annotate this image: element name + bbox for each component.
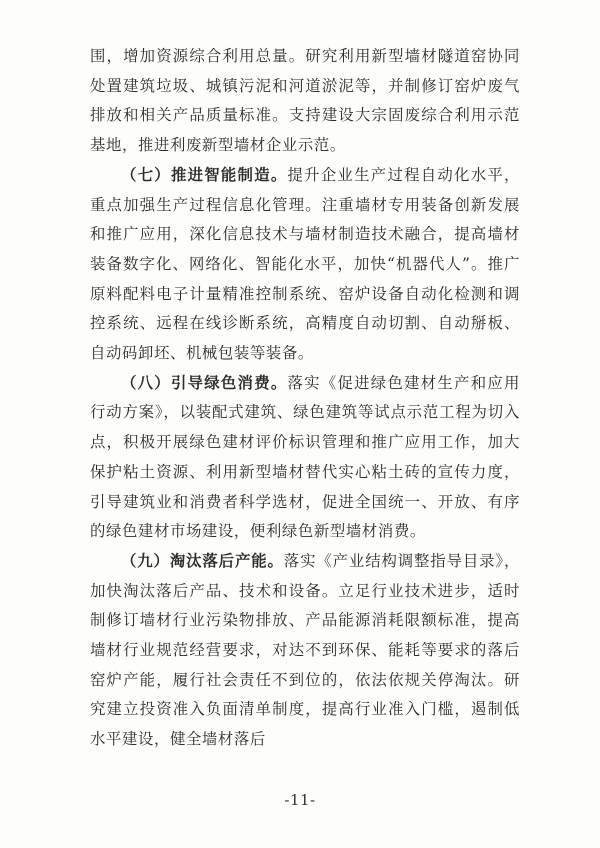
page-number: -11-	[284, 791, 316, 809]
paragraph-heading: （八）引导绿色消费。	[121, 373, 288, 392]
paragraph-eliminate-capacity	[90, 547, 520, 755]
paragraph-text: 围，增加资源综合利用总量。研究利用新型墙材隧道窑协同处置建筑垃圾、城镇污泥和河道淤泥等，并制修订窑炉废气排放和相关产品质量标准。支持建设大宗固废综合利用示范基地，推进利废新型墙材企业示范。	[90, 47, 520, 155]
paragraph-text: 落实《促进绿色建材生产和应用行动方案》，以装配式建筑、绿色建筑等试点示范工程为切入点，积极开展绿色建材评价标识管理和推广应用工作，加大保护粘土资源、利用新型墙材替代实心粘土砖的宣传力度，引导建筑业和消费者科学选材，促进全国统一、开放、有序的绿色建材市场建设，便利绿色新型墙材消费。	[90, 373, 520, 541]
paragraph-heading: （九）淘汰落后产能。	[121, 551, 284, 570]
paragraph-text: 提升企业生产过程自动化水平，重点加强生产过程信息化管理。注重墙材专用装备创新发展和推广应用，深化信息技术与墙材制造技术融合，提高墙材装备数字化、网络化、智能化水平，加快“机器代人”。推广原料配料电子计量精准控制系统、窑炉设备自动化检测和调控系统、远程在线诊断系统，高精度自动切割、自动掰板、自动码卸坯、机械包装等装备。	[90, 165, 520, 363]
paragraph-heading: （七）推进智能制造。	[121, 165, 288, 184]
paragraph-continuation	[90, 42, 520, 161]
paragraph-green-consumption	[90, 369, 520, 547]
paragraph-intelligent-manufacturing	[90, 161, 520, 369]
paragraph-text: 落实《产业结构调整指导目录》，加快淘汰落后产品、技术和设备。立足行业技术进步，适时制修订墙材行业污染物排放、产品能源消耗限额标准，提高墙材行业规范经营要求，对达不到环保、能耗等要求的落后窑炉产能，履行社会责任不到位的，依法依规关停淘汰。研究建立投资准入负面清单制度，提高行业准入门槛，遏制低水平建设，健全墙材落后	[90, 551, 520, 749]
body-text	[90, 42, 520, 755]
